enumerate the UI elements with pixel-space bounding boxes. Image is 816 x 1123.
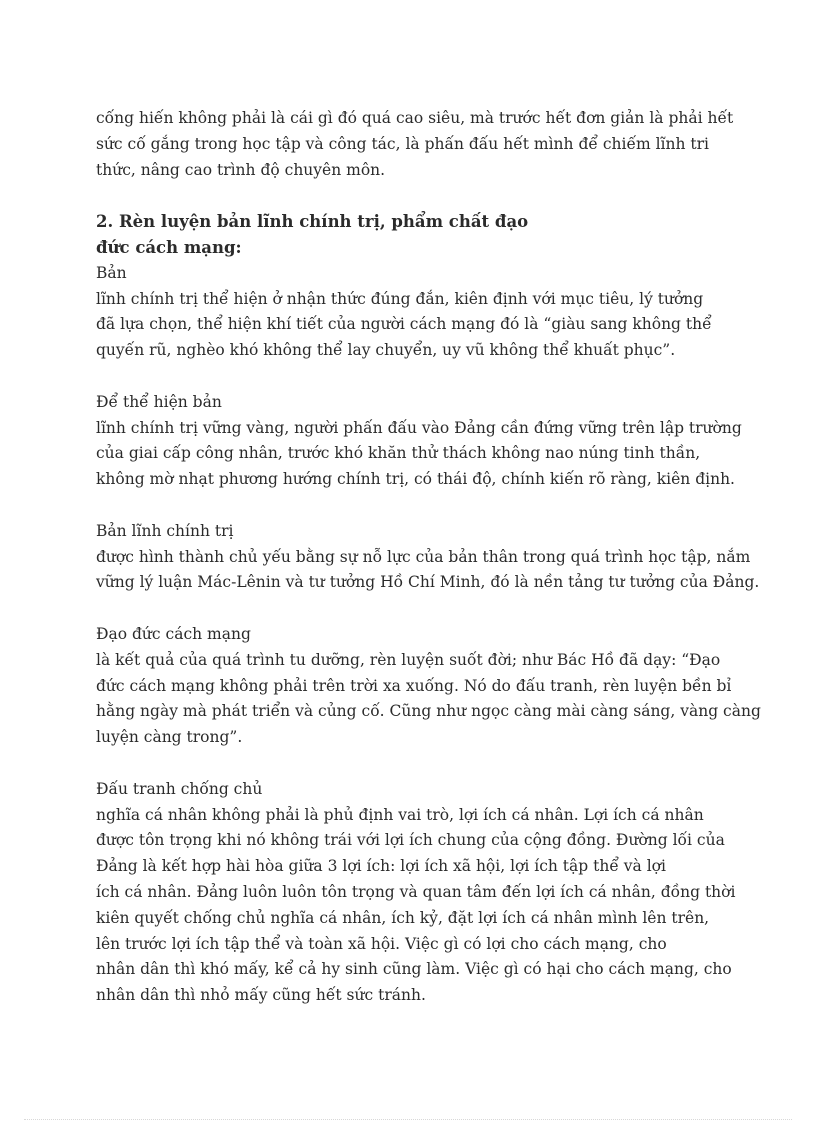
text-line: ích cá nhân. Đảng luôn luôn tôn trọng và quan tâm đến lợi ích cá nhân, đồng thời [96, 882, 736, 901]
text-line: Đạo đức cách mạng [96, 624, 251, 643]
text-line: kiên quyết chống chủ nghĩa cá nhân, ích kỷ, đặt lợi ích cá nhân mình lên trên, [96, 908, 710, 927]
text-line: lên trước lợi ích tập thể và toàn xã hội. Việc gì có lợi cho cách mạng, cho [96, 934, 667, 953]
spacer [96, 751, 716, 777]
text-line: thức, nâng cao trình độ chuyên môn. [96, 160, 386, 179]
text-line: được hình thành chủ yếu bằng sự nỗ lực của bản thân trong quá trình học tập, nắm [96, 547, 751, 566]
text-line: đức cách mạng không phải trên trời xa xuống. Nó do đấu tranh, rèn luyện bền bỉ [96, 676, 732, 695]
text-line: nhân dân thì nhỏ mấy cũng hết sức tránh. [96, 986, 426, 1005]
text-line: nhân dân thì khó mấy, kể cả hy sinh cũng làm. Việc gì có hại cho cách mạng, cho [96, 960, 732, 979]
text-line: là kết quả của quá trình tu dưỡng, rèn luyện suốt đời; như Bác Hồ đã dạy: “Đạo [96, 650, 721, 669]
text-line: Bản lĩnh chính trị [96, 521, 234, 540]
text-line: sức cố gắng trong học tập và công tác, là phấn đấu hết mình để chiếm lĩnh tri [96, 134, 710, 153]
spacer [96, 183, 716, 209]
text-line: không mờ nhạt phương hướng chính trị, có thái độ, chính kiến rõ ràng, kiên định. [96, 470, 735, 489]
paragraph-ban-linh [96, 261, 716, 364]
page-bottom-divider [24, 1119, 792, 1120]
spacer [96, 364, 716, 390]
text-line: cống hiến không phải là cái gì đó quá cao siêu, mà trước hết đơn giản là phải hết [96, 109, 734, 127]
text-line: hằng ngày mà phát triển và củng cố. Cũng như ngọc càng mài càng sáng, vàng càng [96, 702, 761, 721]
heading-line: 2. Rèn luyện bản lĩnh chính trị, phẩm chất đạo [96, 212, 529, 232]
text-line: của giai cấp công nhân, trước khó khăn thử thách không nao núng tinh thần, [96, 444, 701, 463]
paragraph-dao-duc [96, 622, 761, 751]
paragraph-hinh-thanh [96, 519, 760, 596]
text-line: lĩnh chính trị thể hiện ở nhận thức đúng đắn, kiên định với mục tiêu, lý tưởng [96, 289, 704, 308]
text-line: nghĩa cá nhân không phải là phủ định vai trò, lợi ích cá nhân. Lợi ích cá nhân [96, 805, 704, 824]
text-line: luyện càng trong”. [96, 728, 243, 747]
text-line: đã lựa chọn, thể hiện khí tiết của người cách mạng đó là “giàu sang không thể [96, 315, 712, 334]
text-line: Đảng là kết hợp hài hòa giữa 3 lợi ích: lợi ích xã hội, lợi ích tập thể và lợi [96, 857, 666, 876]
text-line: Bản [96, 263, 127, 282]
text-line: Để thể hiện bản [96, 392, 222, 411]
section-heading [96, 209, 716, 261]
document-page [96, 106, 761, 1009]
spacer [96, 493, 716, 519]
text-line: được tôn trọng khi nó không trái với lợi ích chung của cộng đồng. Đường lối của [96, 831, 725, 850]
spacer [96, 596, 716, 622]
paragraph-dau-tranh [96, 777, 736, 1009]
text-line: lĩnh chính trị vững vàng, người phấn đấu vào Đảng cần đứng vững trên lập trường [96, 418, 742, 437]
paragraph-the-hien [96, 390, 742, 493]
heading-line: đức cách mạng: [96, 237, 242, 257]
text-line: vững lý luận Mác-Lênin và tư tưởng Hồ Chí Minh, đó là nền tảng tư tưởng của Đảng. [96, 573, 760, 592]
text-line: Đấu tranh chống chủ [96, 779, 263, 798]
intro-paragraph [96, 106, 734, 183]
text-line: quyến rũ, nghèo khó không thể lay chuyển, uy vũ không thể khuất phục”. [96, 341, 676, 360]
